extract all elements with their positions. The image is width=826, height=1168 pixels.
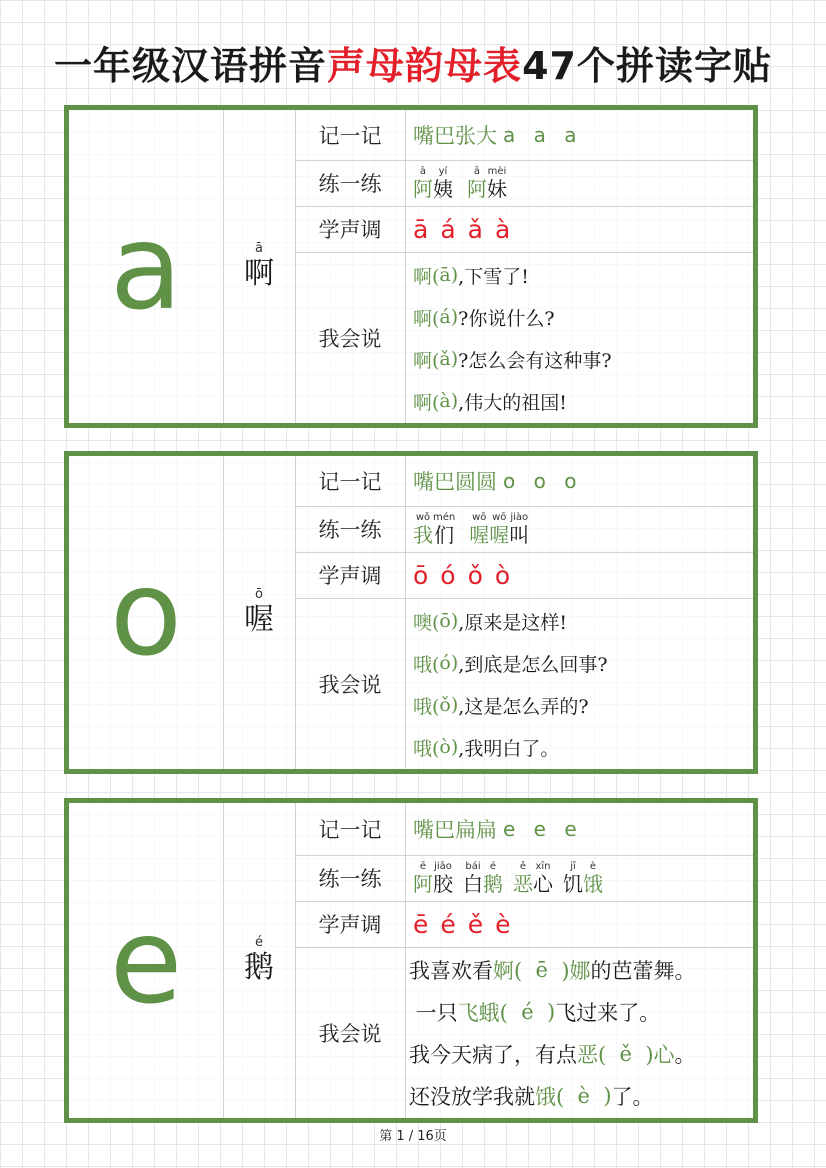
card-e [64, 798, 758, 1123]
hanzi-block-a [223, 110, 296, 423]
mouth-tail: o o o [503, 469, 583, 493]
speak-line [413, 684, 747, 726]
practice-word [467, 166, 507, 201]
card-a [64, 105, 758, 428]
mouth-shape [413, 456, 747, 506]
label-tones: 学声调 [295, 552, 406, 598]
ruby-char [489, 512, 509, 547]
ruby-char [483, 861, 503, 896]
ruby-hanzi: 姨 [433, 176, 453, 201]
ruby-hanzi: 我 [413, 522, 433, 547]
sentence-close: ) [450, 736, 459, 758]
ruby-hanzi: 们 [434, 522, 455, 547]
sentence-word: 哦( [413, 653, 440, 676]
tone-list [413, 206, 747, 252]
row-remember [295, 803, 753, 856]
ruby-pinyin: mèi [487, 165, 507, 177]
sentence-rest: 。 [674, 1043, 696, 1067]
ruby-hanzi: 饿 [583, 871, 603, 896]
big-letter-a: a [69, 110, 224, 423]
label-practice: 练一练 [295, 506, 406, 552]
sentence-word: 啊( [413, 349, 440, 372]
speak-line [413, 338, 747, 380]
ruby-char [513, 861, 533, 896]
row-speak [295, 252, 753, 423]
hanzi-block-o [223, 456, 296, 769]
tone-4: ò [494, 560, 511, 590]
practice-word [413, 166, 453, 201]
practice-word [463, 861, 503, 896]
ruby-char [413, 166, 433, 201]
tone-4: è [495, 909, 511, 939]
ruby-pinyin: jiāo [434, 860, 452, 872]
sentence-rest: ,下雪了! [458, 265, 529, 288]
practice-words [413, 855, 747, 901]
ruby-pinyin: mén [433, 511, 456, 523]
rows-e [295, 803, 753, 1118]
label-practice: 练一练 [295, 160, 406, 206]
speak-line [413, 296, 747, 338]
sentence-rest: 了。 [611, 1085, 654, 1109]
sentence-rest: ?怎么会有这种事? [458, 349, 612, 372]
tone-2: ó [440, 560, 456, 590]
tone-2: á [440, 214, 456, 244]
hanzi-char: 鹅 [244, 949, 274, 985]
row-remember [295, 456, 753, 507]
row-speak [295, 598, 753, 769]
label-speak: 我会说 [295, 598, 406, 769]
practice-word [513, 861, 553, 896]
speak-sentences [409, 947, 747, 1118]
sentence-tone: á [439, 306, 451, 328]
sentence-tone: ā [439, 264, 451, 286]
ruby-hanzi: 阿 [467, 176, 487, 201]
speak-line [409, 1033, 747, 1075]
speak-line [413, 380, 747, 422]
ruby-char [509, 512, 529, 547]
ruby-char [469, 512, 489, 547]
label-tones: 学声调 [295, 206, 406, 252]
sentence-rest: ,这是怎么弄的? [458, 695, 589, 718]
sentence-word: 啊( [413, 307, 440, 330]
row-speak [295, 947, 753, 1118]
tone-3: ǎ [467, 214, 483, 244]
sentence-word: 饿( [535, 1085, 565, 1109]
ruby-char [563, 861, 583, 896]
ruby-hanzi: 妹 [487, 176, 507, 201]
ruby-pinyin: yí [438, 165, 448, 177]
speak-line [409, 991, 747, 1033]
ruby-hanzi: 喔 [489, 522, 510, 547]
rows-a [295, 110, 753, 423]
mouth-shape [413, 110, 747, 160]
big-letter-e: e [69, 803, 224, 1118]
sentence-word: 哦( [413, 737, 440, 760]
row-tones [295, 901, 753, 948]
mouth-tail: a a a [503, 123, 583, 147]
label-speak: 我会说 [295, 252, 406, 423]
tone-1: ā [413, 214, 429, 244]
sentence-rest: ,到底是怎么回事? [458, 653, 608, 676]
rows-o [295, 456, 753, 769]
row-tones [295, 552, 753, 599]
row-practice [295, 855, 753, 902]
practice-word [413, 512, 455, 547]
row-practice [295, 506, 753, 553]
ruby-char [463, 861, 483, 896]
sentence-close: )心 [645, 1043, 675, 1067]
sentence-tone: ó [439, 652, 451, 674]
sentence-close: )娜 [561, 959, 591, 983]
label-remember: 记一记 [295, 110, 406, 160]
hanzi-pinyin: ō [255, 586, 263, 602]
sentence-close: ) [603, 1084, 612, 1108]
ruby-pinyin: é [489, 860, 497, 872]
ruby-pinyin: wō [472, 511, 487, 523]
ruby-char [583, 861, 603, 896]
tone-3: ě [467, 909, 484, 939]
sentence-tone: ǎ [439, 348, 451, 370]
title-part3: 47个拼读字贴 [522, 44, 772, 88]
sentence-tone: é [507, 1000, 548, 1024]
ruby-pinyin: ě [519, 860, 527, 872]
ruby-char [487, 166, 507, 201]
ruby-hanzi: 饥 [563, 871, 583, 896]
ruby-hanzi: 胶 [433, 871, 453, 896]
sentence-rest: 飞过来了。 [555, 1001, 661, 1025]
practice-word [469, 512, 529, 547]
sentence-tone: à [439, 390, 451, 412]
sentence-tone: ǒ [439, 694, 451, 716]
mouth-main: 嘴巴张大 [413, 124, 497, 148]
big-letter-o: o [69, 456, 224, 769]
row-remember [295, 110, 753, 161]
sentence-pre: 一只 [409, 1001, 458, 1025]
sentence-word: 婀( [493, 959, 523, 983]
sentence-pre: 我喜欢看 [409, 959, 493, 983]
ruby-pinyin: jī [570, 860, 576, 872]
practice-word [563, 861, 603, 896]
tone-1: ō [413, 560, 429, 590]
sentence-tone: ē [522, 958, 562, 982]
mouth-shape [413, 803, 747, 855]
ruby-pinyin: ē [419, 860, 427, 872]
sentence-close: ) [450, 652, 459, 674]
practice-words [413, 506, 747, 552]
label-tones: 学声调 [295, 901, 406, 947]
ruby-pinyin: bái [465, 860, 481, 872]
row-practice [295, 160, 753, 207]
ruby-pinyin: jiào [510, 511, 529, 523]
ruby-pinyin: wǒ [415, 511, 431, 523]
ruby-hanzi: 鹅 [483, 871, 503, 896]
ruby-char [413, 512, 433, 547]
sentence-pre: 我今天病了，有点 [409, 1043, 577, 1067]
sentence-rest: ,我明白了。 [458, 737, 560, 760]
label-practice: 练一练 [295, 855, 406, 901]
sentence-rest: 的芭蕾舞。 [590, 959, 696, 983]
hanzi-char: 喔 [244, 601, 274, 637]
ruby-pinyin: xīn [535, 860, 551, 872]
hanzi-block-e [223, 803, 296, 1118]
card-o [64, 451, 758, 774]
sentence-close: ) [450, 390, 459, 412]
speak-line [413, 642, 747, 684]
hanzi-pinyin: é [255, 934, 263, 950]
sentence-tone: ō [439, 610, 451, 632]
ruby-char [467, 166, 487, 201]
mouth-main: 嘴巴圆圆 [413, 470, 497, 494]
speak-line [413, 254, 747, 296]
ruby-hanzi: 阿 [413, 176, 433, 201]
speak-line [409, 1075, 747, 1117]
sentence-close: ) [450, 264, 459, 286]
ruby-hanzi: 喔 [469, 522, 490, 547]
ruby-hanzi: 恶 [513, 871, 533, 896]
sentence-close: ) [547, 1000, 556, 1024]
tone-2: é [440, 909, 456, 939]
title-part1: 一年级汉语拼音 [54, 44, 328, 88]
ruby-hanzi: 心 [533, 871, 553, 896]
mouth-main: 嘴巴扁扁 [413, 818, 497, 842]
sentence-close: ) [450, 610, 459, 632]
sentence-rest: ?你说什么? [458, 307, 555, 330]
sentence-close: ) [450, 348, 459, 370]
sentence-tone: è [564, 1084, 604, 1108]
tone-list [413, 901, 747, 947]
title-part2: 声母韵母表 [327, 44, 523, 88]
sentence-word: 噢( [413, 611, 440, 634]
sentence-rest: ,原来是这样! [458, 611, 567, 634]
label-remember: 记一记 [295, 456, 406, 506]
sentence-word: 飞蛾( [457, 1001, 508, 1025]
ruby-pinyin: ā [473, 165, 481, 177]
sentence-rest: ,伟大的祖国! [458, 391, 567, 414]
label-speak: 我会说 [295, 947, 406, 1118]
speak-line [413, 600, 747, 642]
ruby-hanzi: 白 [463, 871, 483, 896]
sentence-word: 啊( [413, 391, 440, 414]
speak-sentences [413, 598, 747, 769]
page-number: 第 1 / 16页 [379, 1129, 447, 1144]
tone-3: ǒ [467, 560, 483, 590]
ruby-char [433, 861, 453, 896]
hanzi-pinyin: ā [255, 240, 263, 256]
speak-line [413, 726, 747, 768]
sentence-word: 恶( [577, 1043, 607, 1067]
ruby-hanzi: 叫 [509, 522, 530, 547]
row-tones [295, 206, 753, 253]
sentence-tone: ě [606, 1042, 646, 1066]
practice-words [413, 160, 747, 206]
sentence-word: 啊( [413, 265, 440, 288]
hanzi-char: 啊 [244, 255, 274, 291]
ruby-char [533, 861, 553, 896]
label-remember: 记一记 [295, 803, 406, 855]
practice-word [413, 861, 453, 896]
mouth-tail: e e e [503, 817, 583, 841]
sentence-pre: 还没放学我就 [409, 1085, 535, 1109]
sentence-tone: ò [439, 736, 451, 758]
ruby-char [413, 861, 433, 896]
sentence-close: ) [450, 694, 459, 716]
ruby-pinyin: ā [419, 165, 427, 177]
ruby-char [433, 166, 453, 201]
sentence-close: ) [450, 306, 459, 328]
ruby-hanzi: 阿 [413, 871, 433, 896]
speak-sentences [413, 252, 747, 423]
ruby-pinyin: è [589, 860, 597, 872]
ruby-char [433, 512, 455, 547]
sentence-word: 哦( [413, 695, 440, 718]
page-title [0, 38, 826, 94]
tone-4: à [494, 214, 511, 244]
tone-1: ē [413, 909, 429, 939]
speak-line [409, 949, 747, 991]
tone-list [413, 552, 747, 598]
ruby-pinyin: wō [492, 511, 507, 523]
